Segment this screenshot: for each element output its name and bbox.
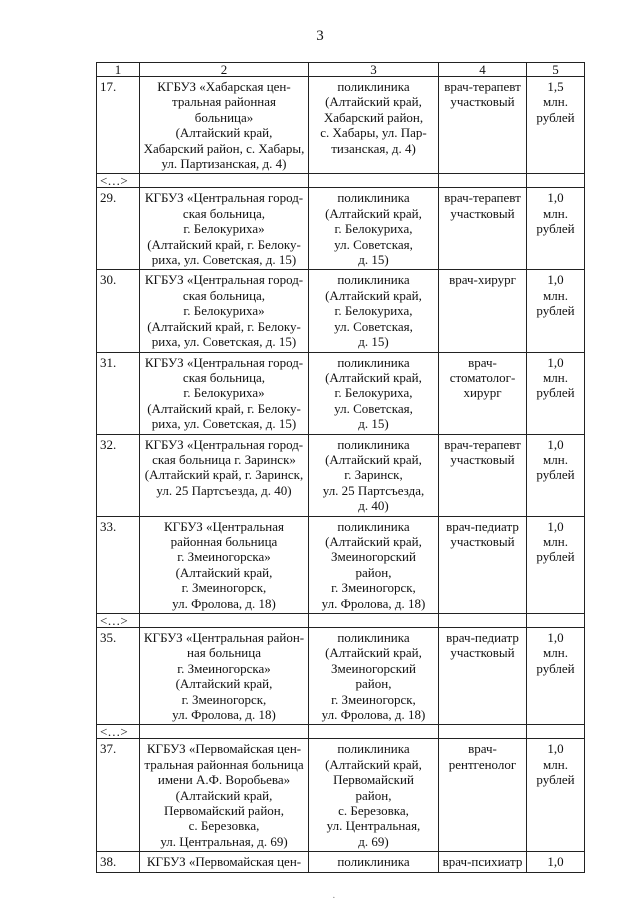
organization-cell [140,270,309,352]
facility-type-cell [309,352,439,434]
facility-type-cell-line: д. 15) [358,334,389,350]
organization-cell-line: (Алтайский край, [175,125,273,141]
organization-cell-line: г. Белокуриха» [183,303,265,319]
facility-type-cell-line: поликлиника [337,854,410,870]
position-cell-line: врач- [468,741,497,757]
organization-cell-line: ная больница [187,645,261,661]
payment-amount-cell-line: млн. [543,94,568,110]
payment-amount-cell [527,434,585,516]
payment-amount-cell [527,739,585,852]
facility-type-cell-line: г. Белокуриха, [334,221,413,237]
organization-cell [140,77,309,174]
payment-amount-cell-line: млн. [543,451,568,467]
payment-amount-cell [527,516,585,613]
payment-amount-cell-line: рублей [536,772,575,788]
omitted-rows-label: <…> [97,174,140,188]
organization-cell-line: имени А.Ф. Воробьева» [157,772,291,788]
organization-cell-line: КГБУЗ «Центральная [164,518,284,534]
facility-type-cell-line: Хабарский район, [323,109,424,125]
facility-type-cell-line: поликлиника [337,741,410,757]
header-cell-2: 2 [140,63,309,77]
payment-amount-cell-line: млн. [543,205,568,221]
organization-cell [140,188,309,270]
empty-cell [309,614,439,628]
payment-amount-cell-line: 1,0 [547,741,564,757]
facility-type-cell-line: г. Белокуриха, [334,385,413,401]
organization-cell-line: ская больница, [182,369,266,385]
payment-amount-cell-line: рублей [536,385,575,401]
facility-type-cell-line: ул. Центральная, [326,818,421,834]
organization-cell-line: КГБУЗ «Центральная город- [144,190,304,206]
payment-amount-cell-line: млн. [543,287,568,303]
header-row [97,63,585,77]
position-cell-line: врач-терапевт [444,190,521,206]
header-cell-3: 3 [309,63,439,77]
facility-type-cell [309,739,439,852]
header-cell-4: 4 [439,63,527,77]
empty-cell [140,725,309,739]
facility-type-cell-line: (Алтайский край, [325,533,422,549]
facility-type-cell-line: ул. Советская, [334,236,413,252]
organization-cell-line: ул. 25 Партсъезда, д. 40) [156,482,292,498]
facility-type-cell-line: (Алтайский край, [325,94,422,110]
table-row [97,628,585,725]
position-cell [439,628,527,725]
position-cell-line: врач-педиатр [446,630,519,645]
organization-cell-line: КГБУЗ «Центральная район- [143,630,305,645]
position-cell-line: участковый [450,205,515,221]
organization-cell-line: (Алтайский край, [175,564,273,580]
omitted-rows-marker [97,174,585,188]
payment-amount-cell-line: млн. [543,533,568,549]
empty-cell [309,725,439,739]
table-row [97,188,585,270]
table-row [97,270,585,352]
facility-type-cell-line: ул. Советская, [334,400,413,416]
facility-type-cell-line: (Алтайский край, [325,369,422,385]
facility-type-cell-line: район, [355,564,392,580]
organization-cell-line: КГБУЗ «Центральная город- [144,272,304,288]
organization-cell-line: г. Змеиногорска» [177,549,271,565]
position-cell-line: врач- [468,354,497,370]
organization-cell-line: КГБУЗ «Хабарская цен- [157,79,291,94]
position-cell-line: рентгенолог [448,756,517,772]
position-cell-line: врач-хирург [449,272,516,288]
organization-cell-line: риха, ул. Советская, д. 15) [151,252,297,268]
facility-type-cell-line: Змеиногорский [331,660,416,676]
payment-amount-cell-line: рублей [536,467,575,483]
facility-type-cell-line: поликлиника [337,436,410,452]
payment-amount-cell-line: рублей [536,221,575,237]
organization-cell-line: (Алтайский край, [175,676,273,692]
row-number: 17. [97,77,140,174]
organization-cell-line: ская больница г. Заринск» [152,451,296,467]
position-cell-line: участковый [450,645,515,661]
organization-cell [140,434,309,516]
organization-cell-line: (Алтайский край, г. Заринск, [144,467,304,483]
facility-type-cell [309,270,439,352]
facility-type-cell-line: г. Белокуриха, [334,303,413,319]
facility-type-cell-line: (Алтайский край, [325,205,422,221]
page-number: 3 [316,28,324,44]
scan-dot: · [332,892,336,904]
header-cell-1: 1 [97,63,140,77]
facility-type-cell-line: ул. Фролова, д. 18) [321,707,426,723]
organization-cell-line: КГБУЗ «Первомайская цен- [146,741,302,757]
table-row [97,434,585,516]
empty-cell [140,614,309,628]
organization-cell-line: районная больница [170,533,278,549]
payment-amount-cell [527,352,585,434]
organization-cell [140,739,309,852]
facility-type-cell [309,516,439,613]
facility-type-cell-line: д. 15) [358,252,389,268]
empty-cell [527,614,585,628]
payment-amount-cell-line: рублей [536,303,575,319]
payment-amount-cell [527,628,585,725]
facility-type-cell-line: ул. 25 Партсъезда, [322,482,425,498]
position-cell-line: участковый [450,451,515,467]
empty-cell [439,725,527,739]
facility-type-cell-line: (Алтайский край, [325,451,422,467]
row-number: 29. [97,188,140,270]
table-row [97,852,585,872]
organization-cell-line: г. Змеиногорска» [177,660,271,676]
facility-type-cell-line: поликлиника [337,354,410,370]
facility-type-cell-line: Змеиногорский [331,549,416,565]
payment-amount-cell-line: млн. [543,645,568,661]
facility-type-cell-line: г. Змеиногорск, [331,580,416,596]
position-cell [439,852,527,872]
facility-type-cell-line: (Алтайский край, [325,287,422,303]
facility-type-cell-line: г. Заринск, [344,467,403,483]
facility-type-cell-line: с. Хабары, ул. Пар- [320,125,427,141]
facility-type-cell-line: район, [355,676,392,692]
omitted-rows-label: <…> [97,725,140,739]
table-row [97,77,585,174]
organization-cell-line: ул. Партизанская, д. 4) [161,156,287,172]
position-cell [439,188,527,270]
position-cell [439,434,527,516]
organization-cell-line: Хабарский район, с. Хабары, [143,140,305,156]
facility-type-cell-line: д. 15) [358,416,389,432]
position-cell-line: врач-педиатр [446,518,519,534]
organization-cell [140,516,309,613]
organization-cell [140,352,309,434]
facility-type-cell-line: район, [355,787,392,803]
facility-type-cell-line: поликлиника [337,79,410,94]
position-cell [439,516,527,613]
payment-amount-cell-line: 1,0 [547,518,564,534]
payment-amount-cell-line: 1,5 [547,79,564,94]
table-row [97,352,585,434]
empty-cell [309,174,439,188]
facility-type-cell-line: поликлиника [337,190,410,206]
organization-cell-line: ская больница, [182,287,266,303]
facility-type-cell-line: ул. Фролова, д. 18) [321,595,426,611]
position-cell-line: врач-терапевт [444,436,521,452]
position-cell-line: врач-терапевт [444,79,521,94]
facility-type-cell [309,628,439,725]
row-number: 31. [97,352,140,434]
organization-cell-line: (Алтайский край, г. Белоку- [147,236,301,252]
organization-cell-line: г. Змеиногорск, [181,691,267,707]
payment-amount-cell-line: 1,0 [547,854,564,870]
facility-type-cell-line: поликлиника [337,272,410,288]
facility-type-cell [309,77,439,174]
organization-cell-line: ская больница, [182,205,266,221]
facility-type-cell [309,852,439,872]
payment-amount-cell [527,77,585,174]
facility-type-cell-line: с. Березовка, [338,803,409,819]
row-number: 33. [97,516,140,613]
row-number: 32. [97,434,140,516]
organization-cell-line: риха, ул. Советская, д. 15) [151,334,297,350]
row-number: 37. [97,739,140,852]
organization-cell-line: КГБУЗ «Центральная город- [144,436,304,452]
payment-amount-cell-line: 1,0 [547,190,564,206]
payment-amount-cell-line: 1,0 [547,272,564,288]
header-cell-5: 5 [527,63,585,77]
facility-type-cell [309,188,439,270]
payment-amount-cell-line: млн. [543,369,568,385]
position-cell [439,270,527,352]
empty-cell [439,174,527,188]
payment-amount-cell-line: рублей [536,109,575,125]
facility-type-cell-line: г. Змеиногорск, [331,691,416,707]
facility-type-cell-line: д. 40) [358,498,389,514]
payment-amount-cell [527,188,585,270]
row-number: 35. [97,628,140,725]
facility-type-cell-line: (Алтайский край, [325,645,422,661]
position-cell [439,352,527,434]
payment-amount-cell-line: рублей [536,549,575,565]
position-cell-line: участковый [450,533,515,549]
organization-cell-line: (Алтайский край, г. Белоку- [147,400,301,416]
payment-amount-cell-line: 1,0 [547,630,564,645]
organization-cell-line: (Алтайский край, [175,787,273,803]
position-cell [439,739,527,852]
empty-cell [140,174,309,188]
organization-cell-line: тральная районная [172,94,276,110]
organization-cell-line: г. Белокуриха» [183,221,265,237]
organization-cell [140,628,309,725]
position-cell-line: участковый [450,94,515,110]
organization-cell-line: г. Белокуриха» [183,385,265,401]
facility-type-cell-line: Первомайский [333,772,414,788]
facility-type-cell-line: поликлиника [337,518,410,534]
organization-cell-line: с. Березовка, [188,818,260,834]
table-row [97,516,585,613]
position-cell-line: хирург [463,385,502,401]
organization-cell-line: (Алтайский край, г. Белоку- [147,318,301,334]
payment-amount-cell-line: 1,0 [547,354,564,370]
omitted-rows-marker [97,725,585,739]
omitted-rows-label: <…> [97,614,140,628]
payment-amount-cell [527,852,585,872]
omitted-rows-marker [97,614,585,628]
organization-cell-line: больница» [194,109,254,125]
payment-amount-cell-line: рублей [536,660,575,676]
organization-cell [140,852,309,872]
payment-amount-cell [527,270,585,352]
facility-type-cell-line: д. 69) [358,833,389,849]
empty-cell [439,614,527,628]
row-number: 30. [97,270,140,352]
facility-type-cell-line: тизанская, д. 4) [331,140,416,156]
facility-type-cell-line: (Алтайский край, [325,756,422,772]
organization-cell-line: КГБУЗ «Центральная город- [144,354,304,370]
payment-amount-cell-line: 1,0 [547,436,564,452]
empty-cell [527,174,585,188]
organization-cell-line: Первомайский район, [163,803,284,819]
facility-type-cell-line: ул. Советская, [334,318,413,334]
row-number: 38. [97,852,140,872]
organization-cell-line: риха, ул. Советская, д. 15) [151,416,297,432]
organization-cell-line: ул. Фролова, д. 18) [172,707,276,723]
document-table [96,62,585,873]
facility-type-cell [309,434,439,516]
payment-amount-cell-line: млн. [543,756,568,772]
organization-cell-line: КГБУЗ «Первомайская цен- [146,854,302,870]
table-row [97,739,585,852]
organization-cell-line: тральная районная больница [144,756,304,772]
organization-cell-line: ул. Фролова, д. 18) [172,595,276,611]
facility-type-cell-line: поликлиника [337,630,410,645]
organization-cell-line: г. Змеиногорск, [181,580,267,596]
organization-cell-line: ул. Центральная, д. 69) [160,833,288,849]
empty-cell [527,725,585,739]
position-cell [439,77,527,174]
position-cell-line: врач-психиатр [442,854,523,870]
position-cell-line: стоматолог- [449,369,516,385]
